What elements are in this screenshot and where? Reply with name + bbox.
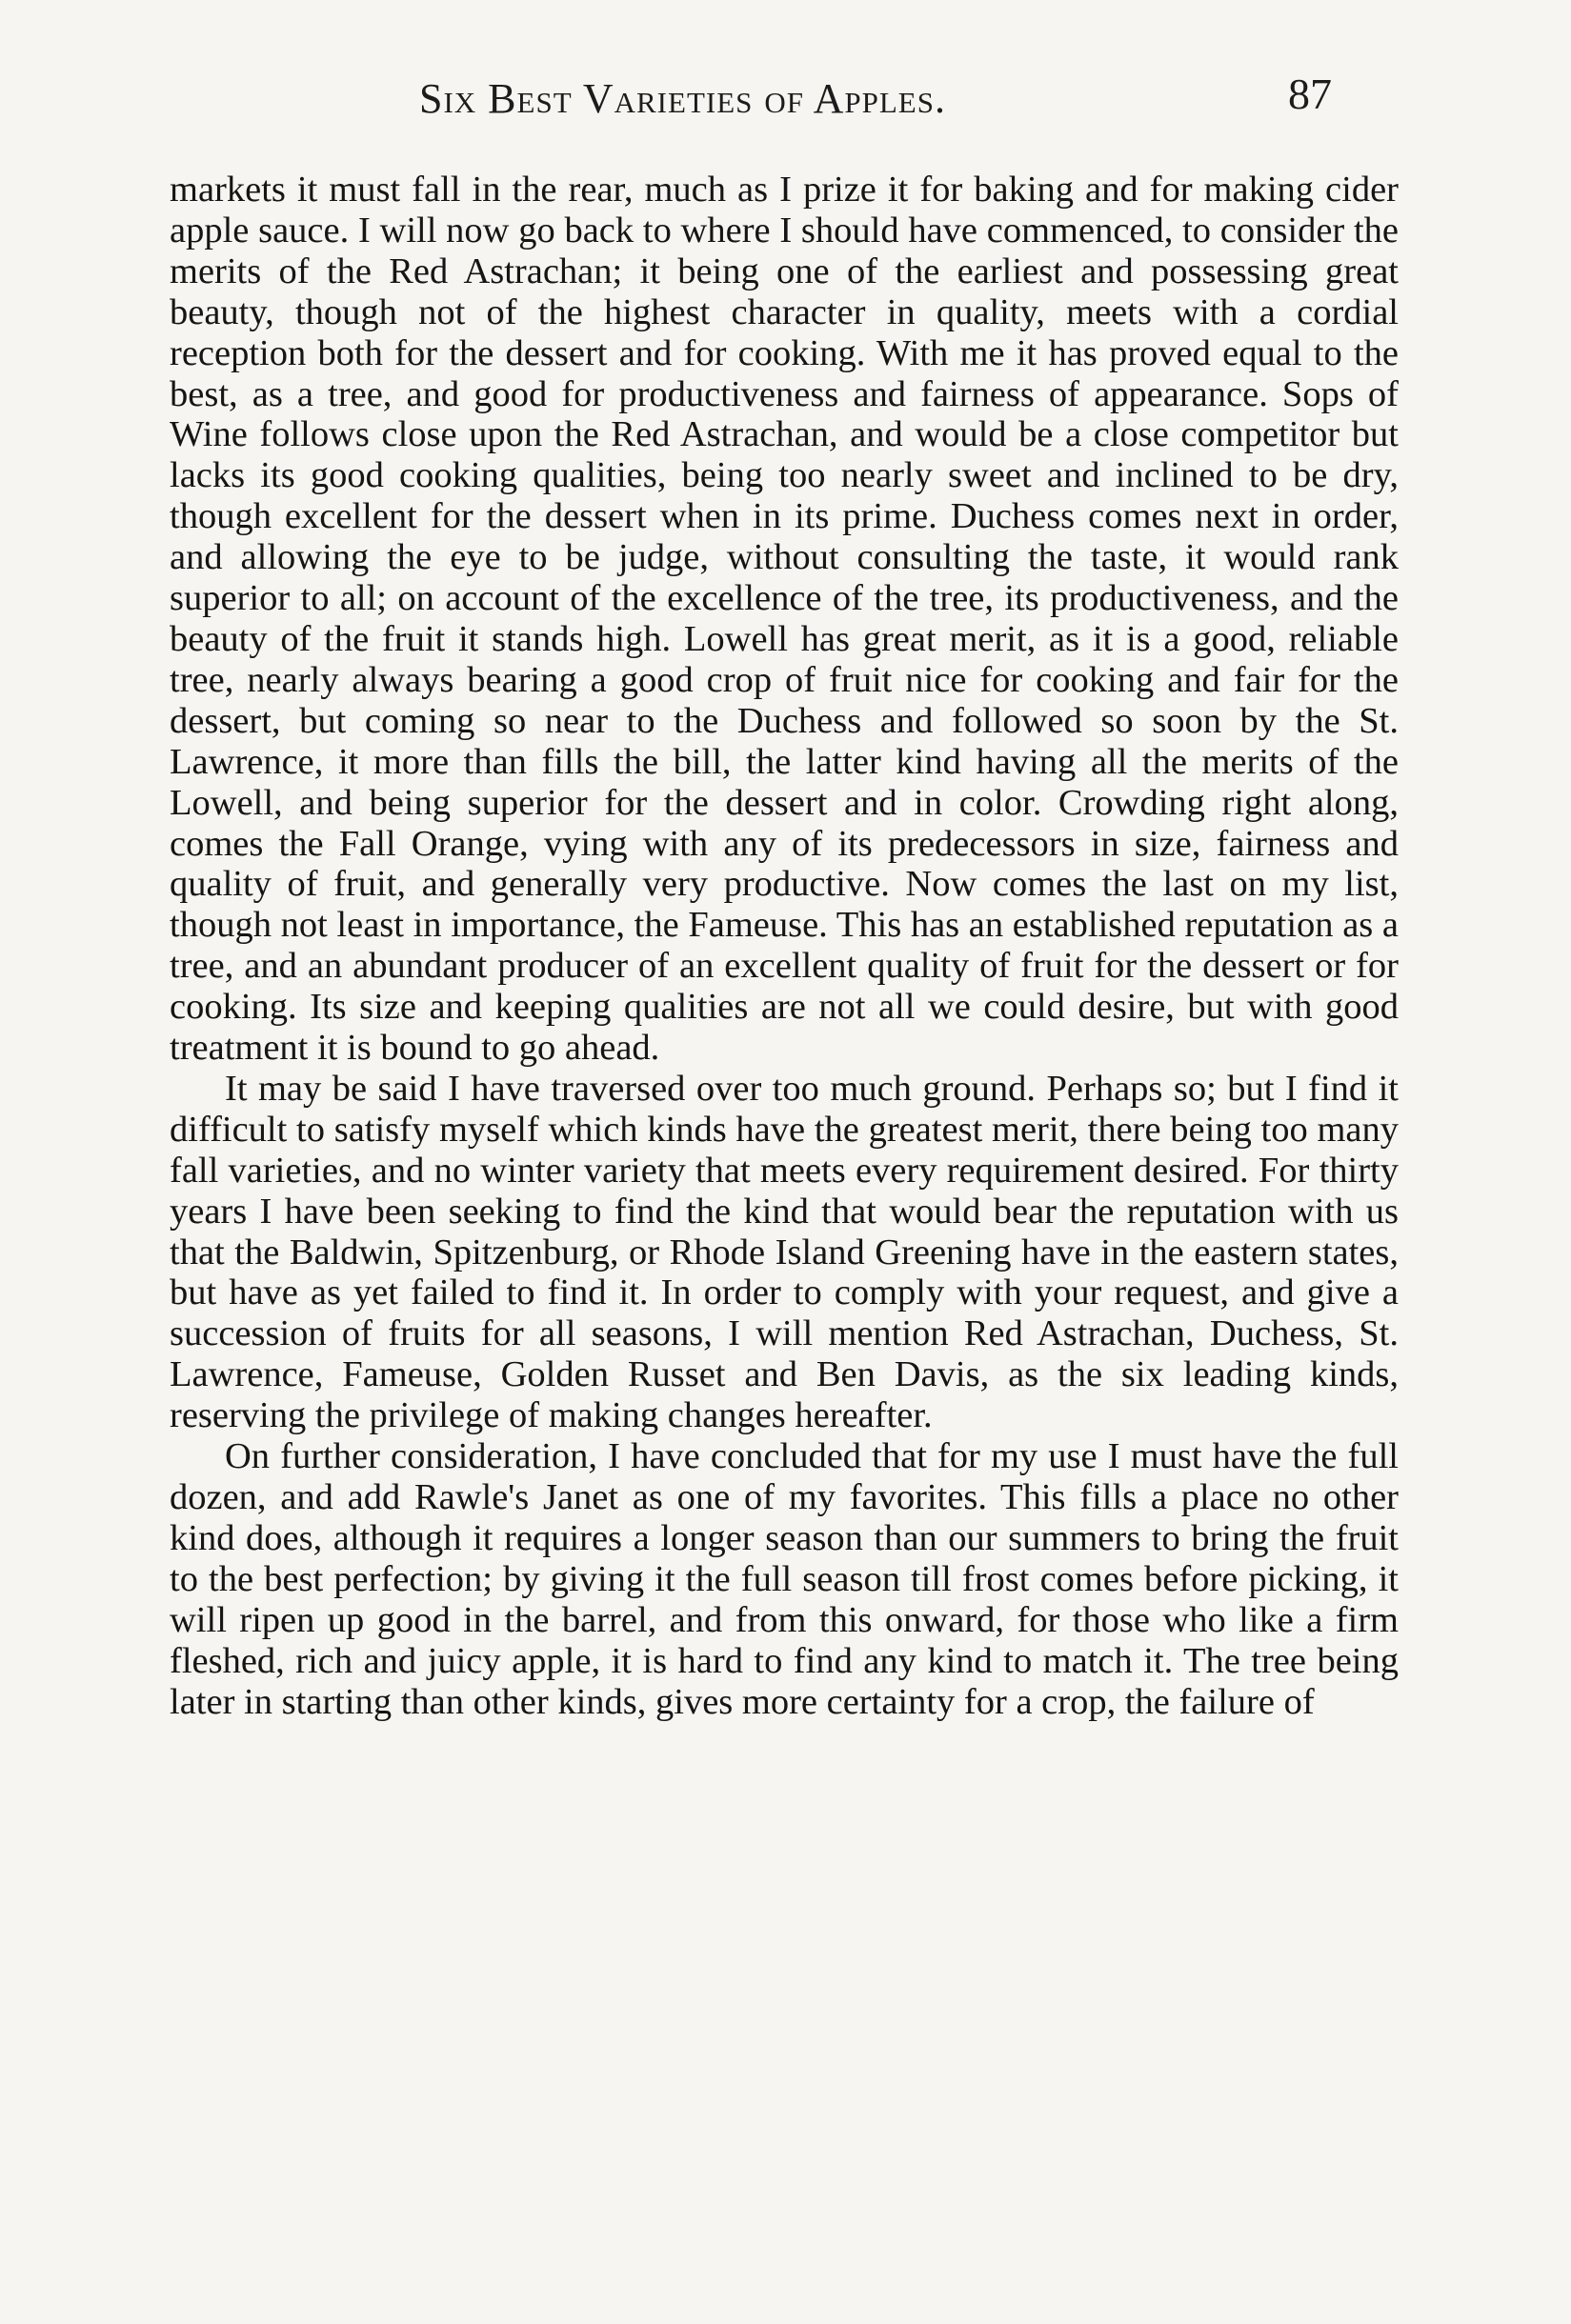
paragraph-continued: markets it must fall in the rear, much as I prize it for baking and for making cider apple sauce. I will now go back to where I should have commenced, to consider the merits of the Red Astrachan; it being one of the earliest and possessing great beauty, though not of the highest character in quality, meets with a cordial reception both for the dessert and for cooking. With me it has proved equal to the best, as a tree, and good for productiveness and fairness of appearance. Sops of Wine follows close upon the Red Astrachan, and would be a close competitor but lacks its good cooking qualities, being too nearly sweet and inclined to be dry, though excellent for the dessert when in its prime. Duchess comes next in order, and allowing the eye to be judge, without consulting the taste, it would rank superior to all; on account of the excellence of the tree, its productiveness, and the beauty of the fruit it stands high. Lowell has great merit, as it is a good, reliable tree, nearly always bearing a good crop of fruit nice for cooking and fair for the dessert, but coming so near to the Duchess and followed so soon by the St. Lawrence, it more than fills the bill, the latter kind having all the merits of the Lowell, and being superior for the dessert and in color. Crowding right along, comes the Fall Orange, vying with any of its predecessors in size, fairness and quality of fruit, and generally very productive. Now comes the last on my list, though not least in importance, the Fameuse. This has an established reputation as a tree, and an abundant producer of an excellent quality of fruit for the dessert or for cooking. Its size and keeping qualities are not all we could desire, but with good treatment it is bound to go ahead. [170,170,1399,1069]
paragraph: It may be said I have traversed over too much ground. Perhaps so; but I find it difficult to satisfy myself which kinds have the greatest merit, there being too many fall varieties, and no winter variety that meets every requirement desired. For thirty years I have been seeking to find the kind that would bear the reputation with us that the Baldwin, Spitzenburg, or Rhode Island Greening have in the eastern states, but have as yet failed to find it. In order to comply with your request, and give a succession of fruits for all seasons, I will mention Red Astrachan, Duchess, St. Lawrence, Fameuse, Golden Russet and Ben Davis, as the six leading kinds, reserving the privilege of making changes hereafter. [170,1068,1399,1436]
body-text [170,170,1399,1722]
page-number: 87 [1288,70,1332,118]
running-head-title: Six Best Varieties of Apples. [419,75,946,122]
paragraph: On further consideration, I have concluded that for my use I must have the full dozen, and add Rawle's Janet as one of my favorites. This fills a place no other kind does, although it requires a longer season than our summers to bring the fruit to the best perfection; by giving it the full season till frost comes before picking, it will ripen up good in the barrel, and from this onward, for those who like a firm fleshed, rich and juicy apple, it is hard to find any kind to match it. The tree being later in starting than other kinds, gives more certainty for a crop, the failure of [170,1436,1399,1722]
